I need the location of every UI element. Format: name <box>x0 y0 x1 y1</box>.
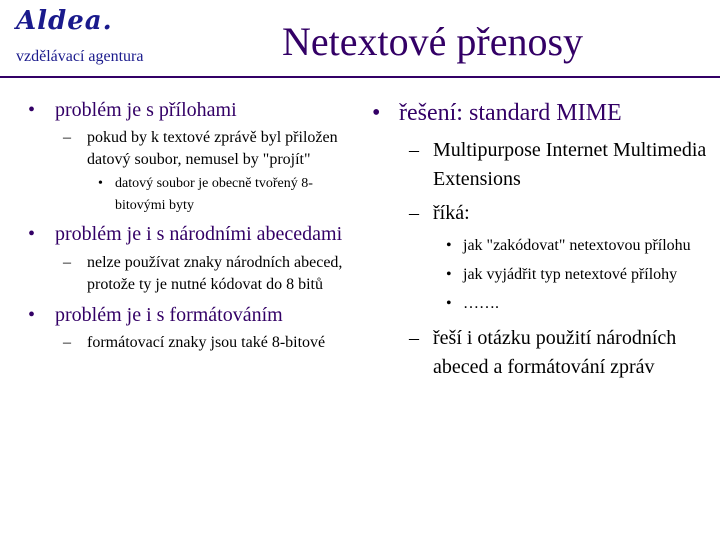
bullet-mark: • <box>28 304 36 326</box>
dash-mark: – <box>63 254 71 271</box>
logo-name: Aldea. <box>16 6 113 36</box>
dash-mark: – <box>409 202 419 224</box>
right-bullet-1-text: řešení: standard MIME <box>399 100 622 126</box>
bullet-mark: • <box>28 223 36 245</box>
right-sub-2-text: říká: <box>433 202 470 224</box>
dash-mark: – <box>409 327 419 349</box>
right-subsub-1-text: jak "zakódovat" netextovou přílohu <box>463 237 691 254</box>
right-subsub-2 <box>446 263 712 287</box>
right-sub-3 <box>409 324 712 382</box>
left-sub-3-text: formátovací znaky jsou také 8-bitové <box>87 334 326 351</box>
bullet-mark: • <box>446 237 452 254</box>
left-bullet-3-text: problém je i s formátováním <box>55 304 283 326</box>
left-sub-3 <box>63 332 358 354</box>
right-subsub-3-text: ……. <box>463 295 499 312</box>
right-sub-1-text: Multipurpose Internet Multimedia Extensions <box>433 139 707 190</box>
right-subsub-3 <box>446 292 712 316</box>
dash-mark: – <box>63 334 71 351</box>
logo <box>16 6 143 66</box>
dash-mark: – <box>409 139 419 161</box>
right-sub-1 <box>409 136 712 194</box>
slide-title: Netextové přenosy <box>282 19 584 64</box>
bullet-mark: • <box>372 100 381 126</box>
left-bullet-2-text: problém je i s národními abecedami <box>55 223 343 245</box>
bullet-mark: • <box>28 99 36 121</box>
logo-subtitle: vzdělávací agentura <box>16 48 144 65</box>
right-sub-2 <box>409 199 712 228</box>
right-sub-3-text: řeší i otázku použití národních abeced a formátování zpráv <box>433 327 677 378</box>
right-column <box>372 98 712 382</box>
right-bullet-1 <box>372 98 712 128</box>
bullet-mark: • <box>98 176 103 191</box>
bullet-mark: • <box>446 295 452 312</box>
left-bullet-1-text: problém je s přílohami <box>55 99 237 121</box>
left-bullet-1 <box>28 98 358 122</box>
left-sub-2 <box>63 252 358 296</box>
left-bullet-2 <box>28 222 358 246</box>
right-subsub-2-text: jak vyjádřit typ netextové přílohy <box>463 266 678 283</box>
bullet-mark: • <box>446 266 452 283</box>
left-bullet-3 <box>28 303 358 327</box>
left-column <box>28 98 358 354</box>
left-sub-1-text: pokud by k textové zprávě byl přiložen datový soubor, nemusel by "projít" <box>87 129 338 168</box>
left-sub-2-text: nelze používat znaky národních abeced, protože ty je nutné kódovat do 8 bitů <box>87 254 343 293</box>
right-subsub-1 <box>446 234 712 258</box>
title-divider <box>0 76 720 78</box>
left-sub-1 <box>63 127 358 171</box>
dash-mark: – <box>63 129 71 146</box>
left-subsub-1 <box>98 173 358 217</box>
left-subsub-1-text: datový soubor je obecně tvořený 8-bitovými byty <box>115 176 313 213</box>
